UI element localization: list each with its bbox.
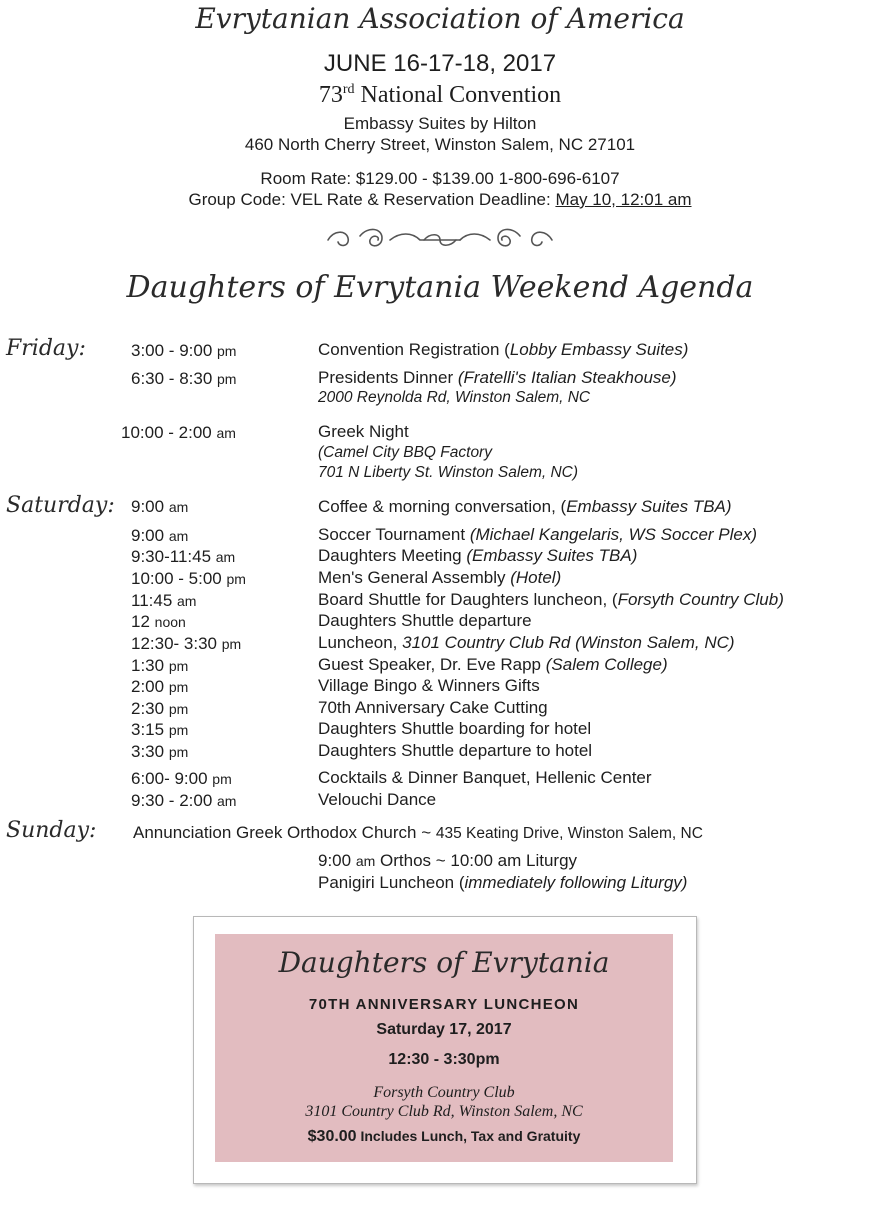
card-time: 12:30 - 3:30pm [388,1051,500,1068]
saturday-event-5: Board Shuttle for Daughters luncheon, (Forsyth Country Club) [318,590,784,609]
saturday-event-4: Men's General Assembly (Hotel) [318,568,562,587]
card-subtitle: 70TH ANNIVERSARY LUNCHEON [308,996,580,1013]
saturday-event-1: Coffee & morning conversation, (Embassy Suites TBA) [318,497,732,516]
sunday-label: Sunday: [6,818,97,843]
friday-event-3-address: 701 N Liberty St. Winston Salem, NC) [318,464,579,481]
saturday-time-4: 10:00 - 5:00 pm [131,569,246,588]
saturday-event-12: Daughters Shuttle departure to hotel [318,741,593,760]
friday-event-2: Presidents Dinner (Fratelli's Italian Steakhouse) [318,368,677,387]
sunday-panigiri: Panigiri Luncheon (immediately following Liturgy) [318,873,688,892]
saturday-event-8: Guest Speaker, Dr. Eve Rapp (Salem College) [318,655,668,674]
card-venue: Forsyth Country Club [373,1084,515,1101]
saturday-time-12: 3:30 pm [131,742,189,761]
saturday-time-1: 9:00 am [131,497,189,516]
association-title: Evrytanian Association of America [195,2,685,35]
friday-event-1: Convention Registration (Lobby Embassy Suites) [318,340,689,359]
saturday-time-11: 3:15 pm [131,720,189,739]
saturday-event-14: Velouchi Dance [318,790,437,809]
saturday-time-10: 2:30 pm [131,699,189,718]
group-code [0,190,880,210]
saturday-time-14: 9:30 - 2:00 am [131,791,237,810]
church-name: Annunciation Greek Orthodox Church ~ [133,823,436,842]
friday-time-3: 10:00 - 2:00 am [121,423,236,442]
saturday-time-6: 12 noon [131,612,186,631]
friday-label: Friday: [6,336,86,361]
card-title: Daughters of Evrytania [278,946,610,979]
group-code-text: Group Code: VEL Rate & Reservation Deadline: [188,190,556,209]
saturday-time-5: 11:45 am [131,591,197,610]
card-address: 3101 Country Club Rd, Winston Salem, NC [305,1103,583,1120]
saturday-event-2: Soccer Tournament (Michael Kangelaris, WS Soccer Plex) [318,525,758,544]
saturday-label: Saturday: [6,493,115,518]
card-date: Saturday 17, 2017 [376,1021,512,1038]
sunday-orthos: 9:00 am Orthos ~ 10:00 am Liturgy [318,851,578,870]
room-rate: Room Rate: $129.00 - $139.00 1-800-696-6107 [260,169,620,188]
card-price [215,1128,673,1146]
friday-time-2: 6:30 - 8:30 pm [131,369,237,388]
saturday-time-13: 6:00- 9:00 pm [131,769,232,788]
saturday-event-11: Daughters Shuttle boarding for hotel [318,719,592,738]
scroll-ornament-icon [320,222,560,256]
saturday-time-3: 9:30-11:45 am [131,547,236,566]
convention-name [0,82,880,109]
friday-event-3-venue: (Camel City BBQ Factory [318,444,492,461]
friday-event-3: Greek Night [318,422,409,441]
hotel-name: Embassy Suites by Hilton [343,114,537,133]
saturday-event-9: Village Bingo & Winners Gifts [318,676,540,695]
friday-time-1: 3:00 - 9:00 pm [131,341,237,360]
card-price-amount: $30.00 [307,1128,357,1145]
sunday-church [133,823,703,843]
saturday-event-3: Daughters Meeting (Embassy Suites TBA) [318,546,638,565]
saturday-event-6: Daughters Shuttle departure [318,611,532,630]
saturday-event-7: Luncheon, 3101 Country Club Rd (Winston Salem, NC) [318,633,735,652]
convention-label: National Convention [360,82,562,108]
saturday-event-10: 70th Anniversary Cake Cutting [318,698,548,717]
saturday-time-8: 1:30 pm [131,656,189,675]
luncheon-card [215,934,673,1162]
convention-suffix: rd [342,82,355,97]
friday-event-2-address: 2000 Reynolda Rd, Winston Salem, NC [318,389,591,406]
convention-dates: JUNE 16-17-18, 2017 [323,50,557,77]
saturday-time-7: 12:30- 3:30 pm [131,634,242,653]
agenda-title: Daughters of Evrytania Weekend Agenda [126,270,754,305]
hotel-address: 460 North Cherry Street, Winston Salem, NC 27101 [244,135,636,154]
card-price-note: Includes Lunch, Tax and Gratuity [356,1128,581,1144]
church-address: 435 Keating Drive, Winston Salem, NC [435,825,703,842]
reservation-deadline: May 10, 12:01 am [555,190,692,209]
convention-number: 73 [318,82,343,108]
saturday-time-9: 2:00 pm [131,677,189,696]
saturday-time-2: 9:00 am [131,526,189,545]
saturday-event-13: Cocktails & Dinner Banquet, Hellenic Center [318,768,652,787]
